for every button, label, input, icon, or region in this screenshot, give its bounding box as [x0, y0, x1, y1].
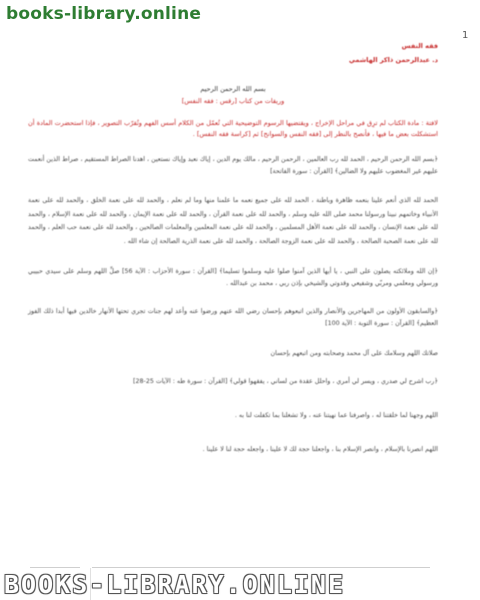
excerpt-note: وريقات من كتاب [رقس : فقه النفس] — [181, 97, 285, 105]
paragraph-sahaba: ﴿والسابقون الأولون من المهاجرين والأنصار والذين اتبعوهم بإحسان رضي الله عنهم ورضوا عنه وأعد لهم جنات تجري تحتها الأنهار خالدين فيها أبدا ذلك الفوز العظيم﴾ [القرآن : سورة التوبة : الآية 100] — [28, 308, 438, 327]
paragraph-salat-aal: صلاتك اللهم وسلامك على آل محمد وصحابته ومن اتبعهم بإحسان — [270, 350, 438, 357]
footer-rule — [92, 567, 430, 568]
watermark-top: books-library.online — [6, 4, 202, 24]
book-author: د. عبدالرحمن ذاكر الهاشمي — [348, 56, 438, 64]
paragraph-salat-nabi: ﴿إن الله وملائكته يصلون على النبي ، يا أيها الذين آمنوا صلوا عليه وسلموا تسليما﴾ [القرآن : سورة الأحزاب : الآية 56] صلِّ اللهم وسلم على سيدي حبيبي ورسولي ومعلمي ومربّي وشفيعي وقدوتي والشيخي بإذن ربي ، محمد بن عبدالله . — [28, 268, 438, 287]
intro-note: لافتة : مادة الكتاب لم ترِق في مراحل الإخراج ، ويقتضيها الرسوم التوضيحية التي تُعمّل من الكلام أسس الفهم وتُقرّب التصوير ، فإذا استحضرت المادة أن استشكلت بعض ما فيها ، فأنصح بالنظر إلى [فقه النفس والسوانح] ثم [كراسة فقه النفس] . — [28, 119, 438, 138]
watermark-bottom: BOOKS-LIBRARY.ONLINE — [4, 570, 346, 599]
paragraph-dua-nasr: اللهم انصرنا بالإسلام ، وانصر الإسلام بنا ، واجعلنا حجة لك لا علينا ، واجعله حجة لنا لا علينا . — [202, 446, 438, 453]
paragraph-dua-sharh: ﴿رب اشرح لي صدري ، ويسر لي أمري ، واحلل عقدة من لساني ، يفقهوا قولي﴾ [القرآن : سورة طه : الآيات 25-28] — [133, 378, 438, 385]
book-title: فقه النفس — [401, 42, 438, 50]
document-page — [28, 40, 438, 456]
basmala: بسم الله الرحمن الرحيم — [200, 85, 266, 93]
page-number: 1 — [462, 30, 469, 41]
paragraph-fatiha: ﴿بسم الله الرحمن الرحيم ، الحمد لله رب العالمين ، الرحمن الرحيم ، مالك يوم الدين ، إياك نعبد وإياك نستعين ، اهدنا الصراط المستقيم ، صراط الذين أنعمت عليهم غير المغضوب عليهم ولا الضالين﴾ [القرآن : سورة الفاتحة] — [28, 156, 438, 175]
paragraph-dua-wajjihna: اللهم وجهنا لما خلقتنا له ، واصرفنا عما نهيتنا عنه ، ولا تشغلنا بما تكفلت لنا به . — [234, 412, 438, 419]
paragraph-hamd: الحمد لله الذي أنعم علينا بنعمه ظاهرة وباطنة ، الحمد لله على جميع نعمه ما علمنا منها وما لم نعلم ، والحمد لله على نعمة الخلق ، والحمد لله على نعمة الأنبياء وخاتمهم نبينا ورسولنا محمد صلى الله عليه وسلم ، والحمد لله على نعمة القرآن ، والحمد لله على نعمة الإيمان ، والحمد لله على نعمة الإسلام ، والحمد لله على نعمة الإنسان ، والحمد لله على نعمة الأهل المسلمين ، والحمد لله على نعمة المعلمين والمعلمات الصالحين ، والحمد لله على نعمة حب العلم ، والحمد لله على نعمة الصحبة الصالحة ، والحمد لله على نعمة الزوجة الصالحة ، والحمد لله على نعمة الذرية الصالحة إن شاء الله . — [28, 197, 438, 245]
footer-rule-left — [30, 567, 80, 568]
